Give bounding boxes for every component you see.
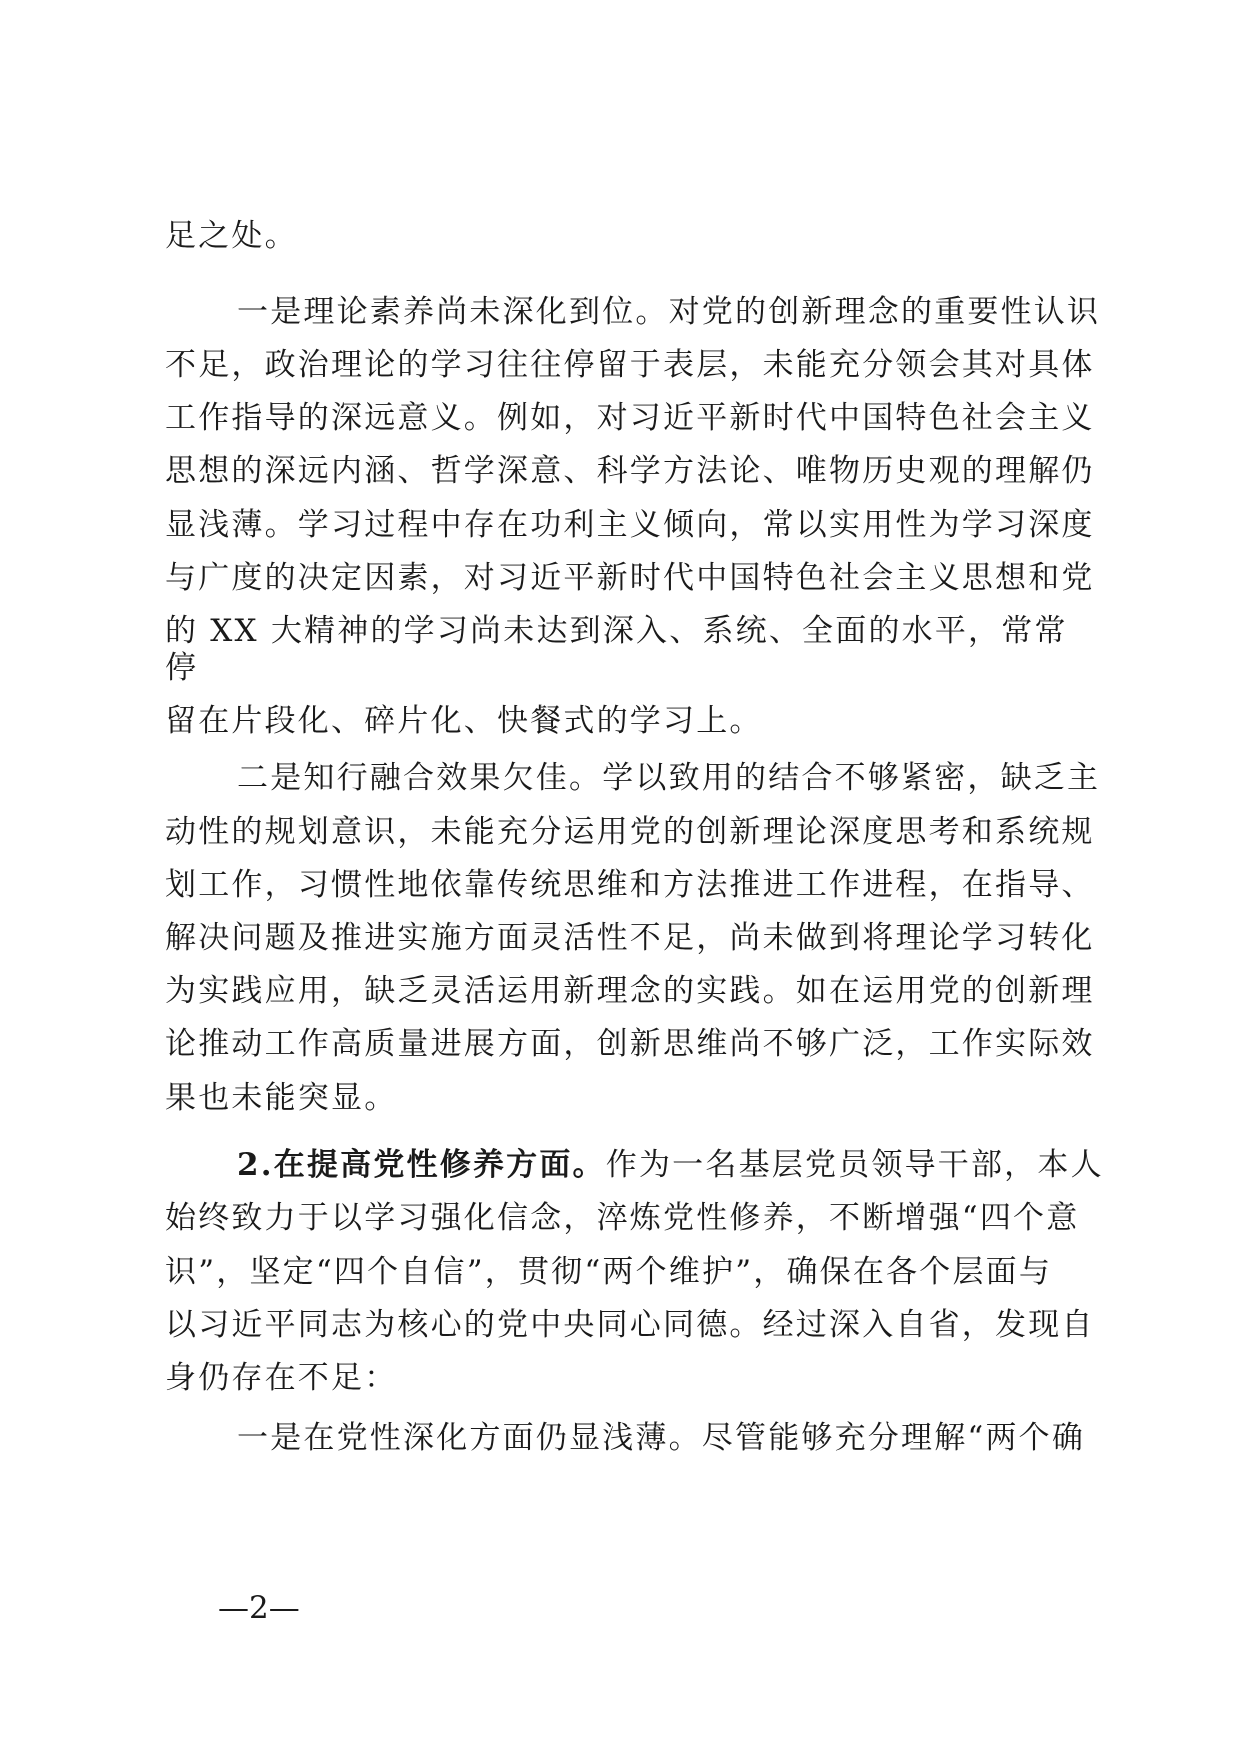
text-line: 果也未能突显。: [165, 1080, 398, 1116]
text-line: 论推动工作高质量进展方面，创新思维尚不够广泛，工作实际效: [165, 1026, 1095, 1062]
heading-line-text: 作为一名基层党员领导干部，本人: [605, 1147, 1104, 1183]
text-line: 身仍存在不足：: [165, 1360, 398, 1396]
text-line: 停: [165, 650, 199, 686]
text-line: 思想的深远内涵、哲学深意、科学方法论、唯物历史观的理解仍: [165, 453, 1095, 489]
section-heading: 2.在提高党性修养方面。: [237, 1147, 606, 1183]
text-line: 解决问题及推进实施方面灵活性不足，尚未做到将理论学习转化: [165, 920, 1095, 956]
text-line: 以习近平同志为核心的党中央同心同德。经过深入自省，发现自: [165, 1307, 1095, 1343]
text-line: 足之处。: [165, 218, 298, 254]
text-line: 工作指导的深远意义。例如，对习近平新时代中国特色社会主义: [165, 400, 1095, 436]
text-line: 与广度的决定因素，对习近平新时代中国特色社会主义思想和党: [165, 560, 1095, 596]
text-line: 为实践应用，缺乏灵活运用新理念的实践。如在运用党的创新理: [165, 973, 1095, 1009]
text-line: 的 XX 大精神的学习尚未达到深入、系统、全面的水平，常常: [165, 613, 1068, 649]
paragraph-line: 二是知行融合效果欠佳。学以致用的结合不够紧密，缺乏主: [237, 760, 1101, 796]
text-line: 识”，坚定“四个自信”，贯彻“两个维护”，确保在各个层面与: [165, 1254, 1053, 1290]
paragraph-line: 一是理论素养尚未深化到位。对党的创新理念的重要性认识: [237, 294, 1101, 330]
paragraph-line: 一是在党性深化方面仍显浅薄。尽管能够充分理解“两个确: [237, 1420, 1086, 1456]
text-line: 显浅薄。学习过程中存在功利主义倾向，常以实用性为学习深度: [165, 507, 1095, 543]
text-line: 划工作，习惯性地依靠传统思维和方法推进工作进程，在指导、: [165, 867, 1095, 903]
text-line: 留在片段化、碎片化、快餐式的学习上。: [165, 703, 763, 739]
text-line: 动性的规划意识，未能充分运用党的创新理论深度思考和系统规: [165, 814, 1095, 850]
text-line: 不足，政治理论的学习往往停留于表层，未能充分领会其对具体: [165, 347, 1095, 383]
page-number: —2—: [218, 1590, 300, 1626]
text-line: 始终致力于以学习强化信念，淬炼党性修养，不断增强“四个意: [165, 1200, 1080, 1236]
section-heading-line: [237, 1145, 1104, 1185]
